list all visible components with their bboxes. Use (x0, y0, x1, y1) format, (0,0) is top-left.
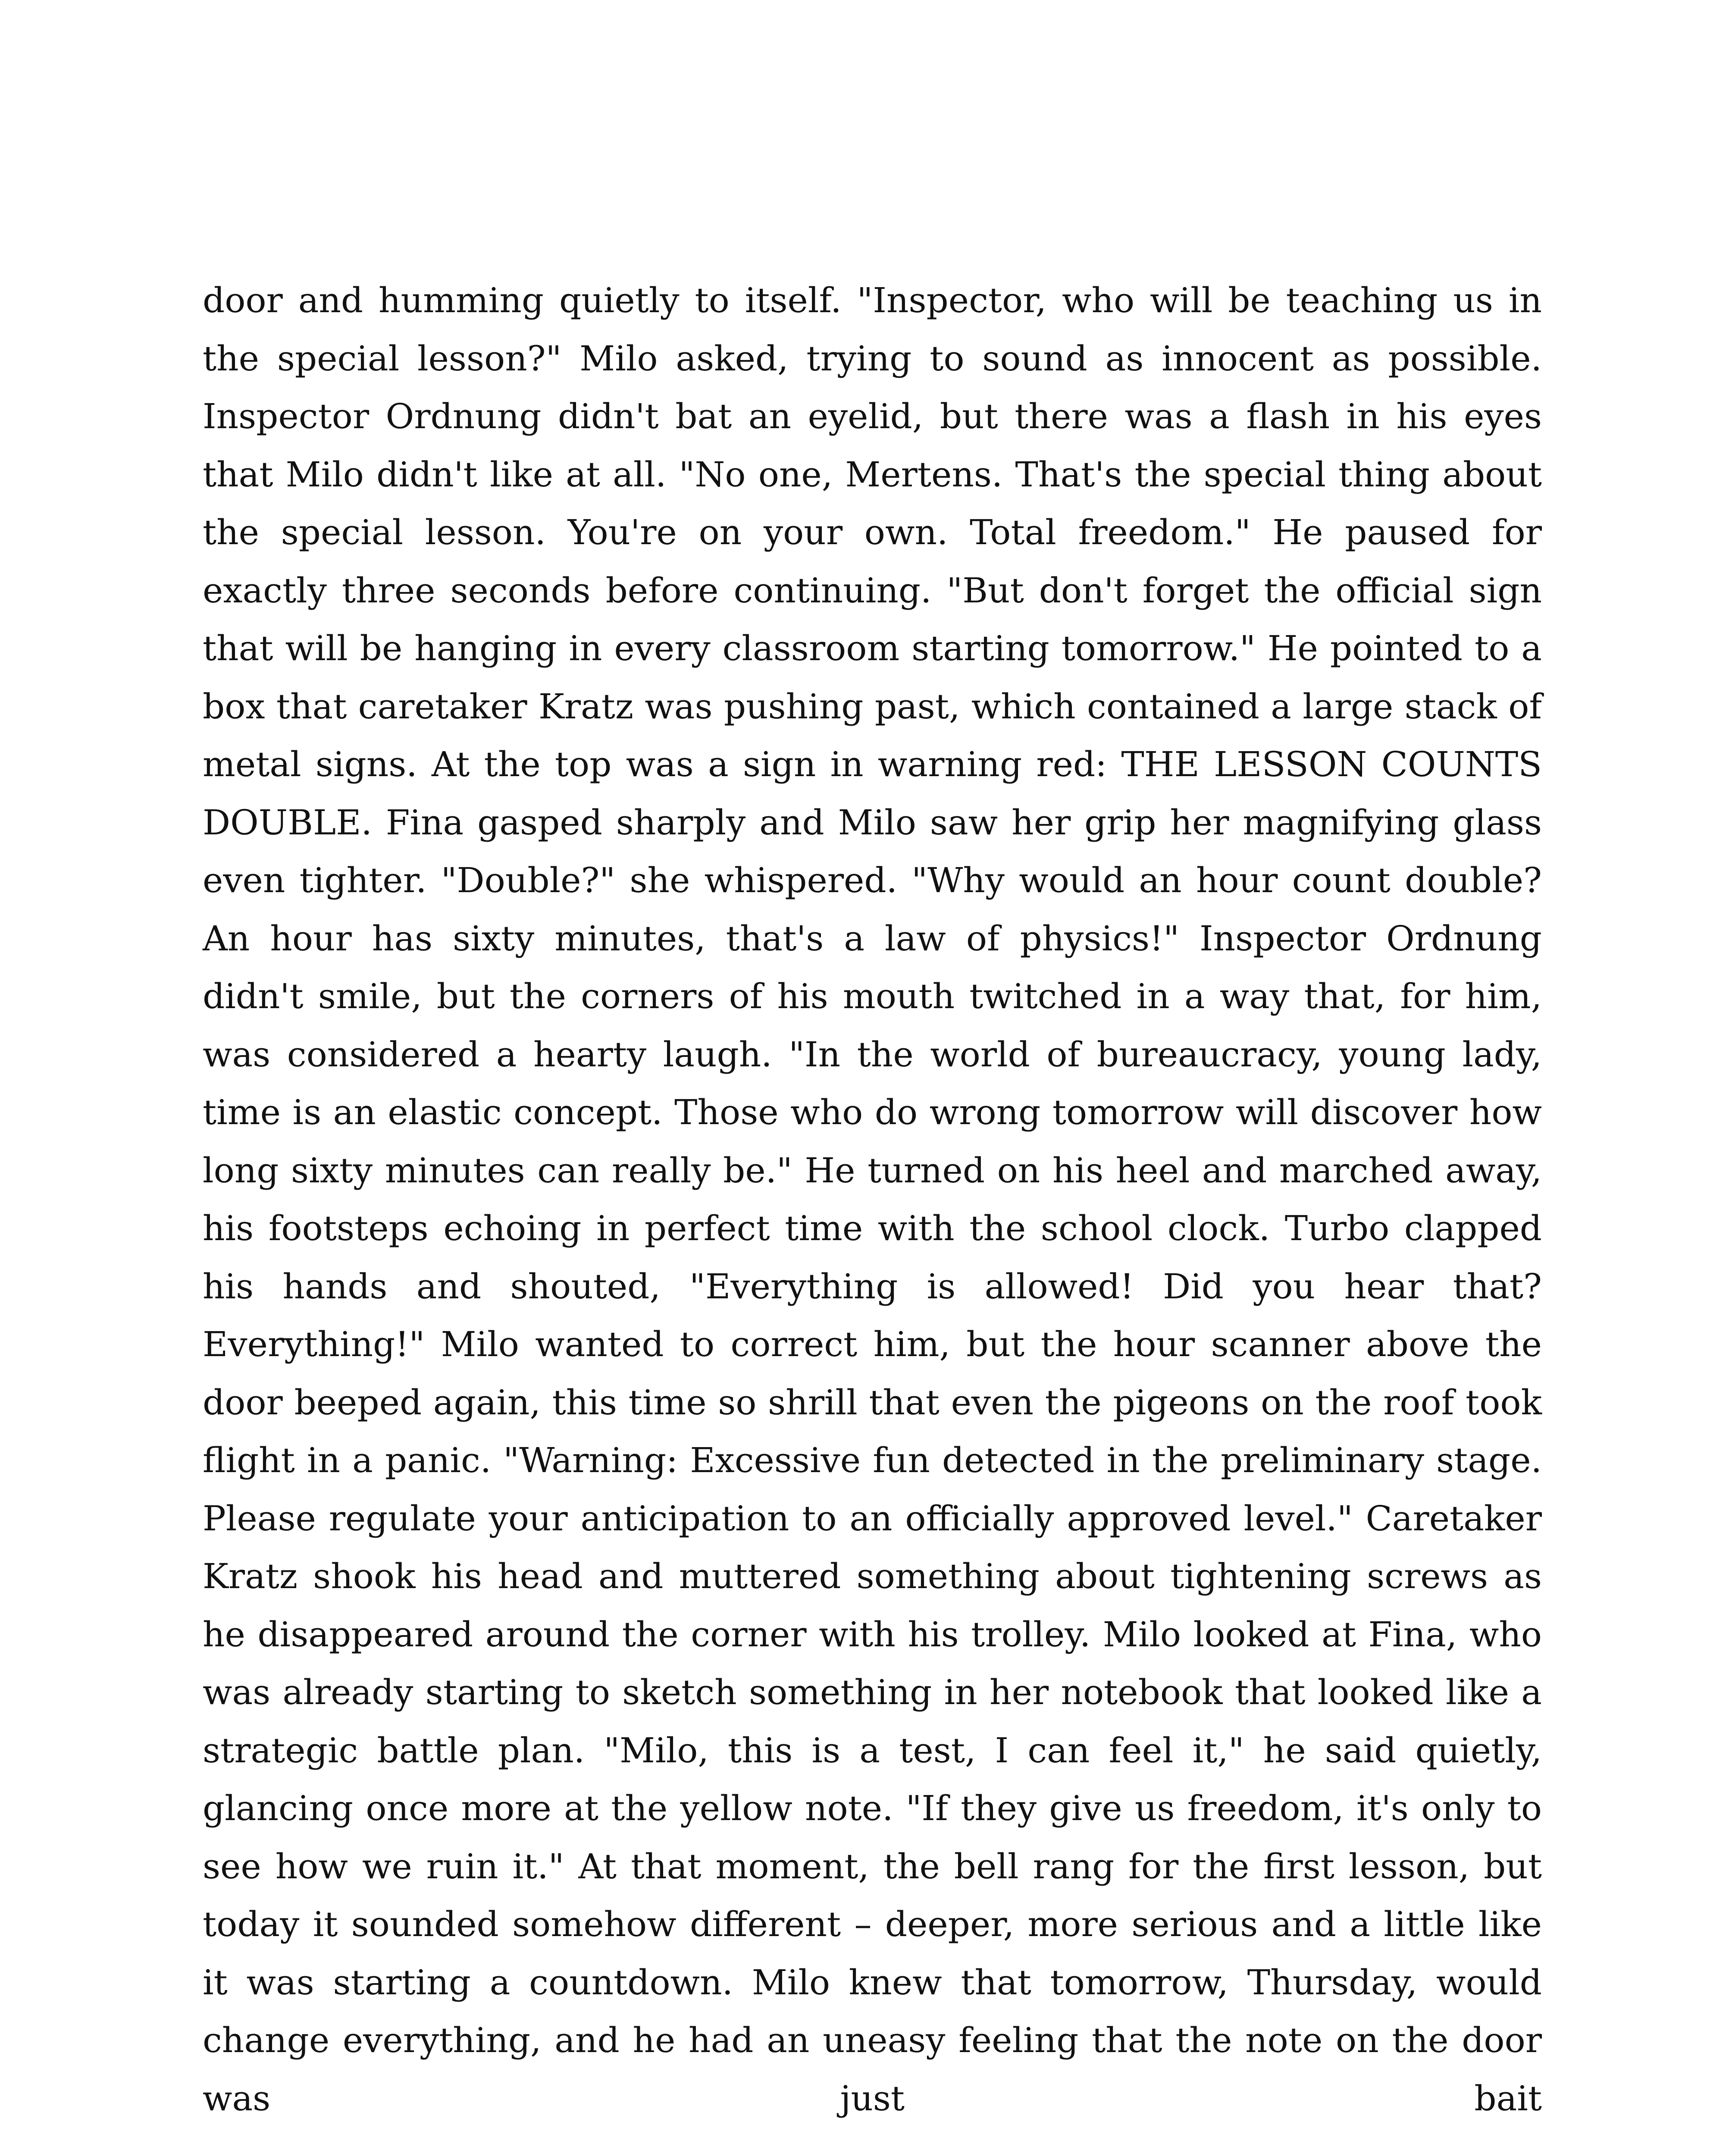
body-paragraph: door and humming quietly to itself. "Inspector, who will be teaching us in the special lesson?" Milo asked, trying to sound as innocent as possible. Inspector Ordnung didn't bat an eyelid, but there was a flash in his eyes that Milo didn't like at all. "No one, Mertens. That's the special thing about the special lesson. You're on your own. Total freedom." He paused for exactly three seconds before continuing. "But don't forget the official sign that will be hanging in every classroom starting tomorrow." He pointed to a box that caretaker Kratz was pushing past, which contained a large stack of metal signs. At the top was a sign in warning red: THE LESSON COUNTS DOUBLE. Fina gasped sharply and Milo saw her grip her magnifying glass even tighter. "Double?" she whispered. "Why would an hour count double? An hour has sixty minutes, that's a law of physics!" Inspector Ordnung didn't smile, but the corners of his mouth twitched in a way that, for him, was considered a hearty laugh. "In the world of bureaucracy, young lady, time is an elastic concept. Those who do wrong tomorrow will discover how long sixty minutes can really be." He turned on his heel and marched away, his footsteps echoing in perfect time with the school clock. Turbo clapped his hands and shouted, "Everything is allowed! Did you hear that? Everything!" Milo wanted to correct him, but the hour scanner above the door beeped again, this time so shrill that even the pigeons on the roof took flight in a panic. "Warning: Excessive fun detected in the preliminary stage. Please regulate your anticipation to an officially approved level." Caretaker Kratz shook his head and muttered something about tightening screws as he disappeared around the corner with his trolley. Milo looked at Fina, who was already starting to sketch something in her notebook that looked like a strategic battle plan. "Milo, this is a test, I can feel it," he said quietly, glancing once more at the yellow note. "If they give us freedom, it's only to see how we ruin it." At that moment, the bell rang for the first lesson, but today it sounded somehow different – deeper, more serious and a little like it was starting a countdown. Milo knew that tomorrow, Thursday, would change everything, and he had an uneasy feeling that the note on the door was just bait (203, 280, 1542, 2118)
